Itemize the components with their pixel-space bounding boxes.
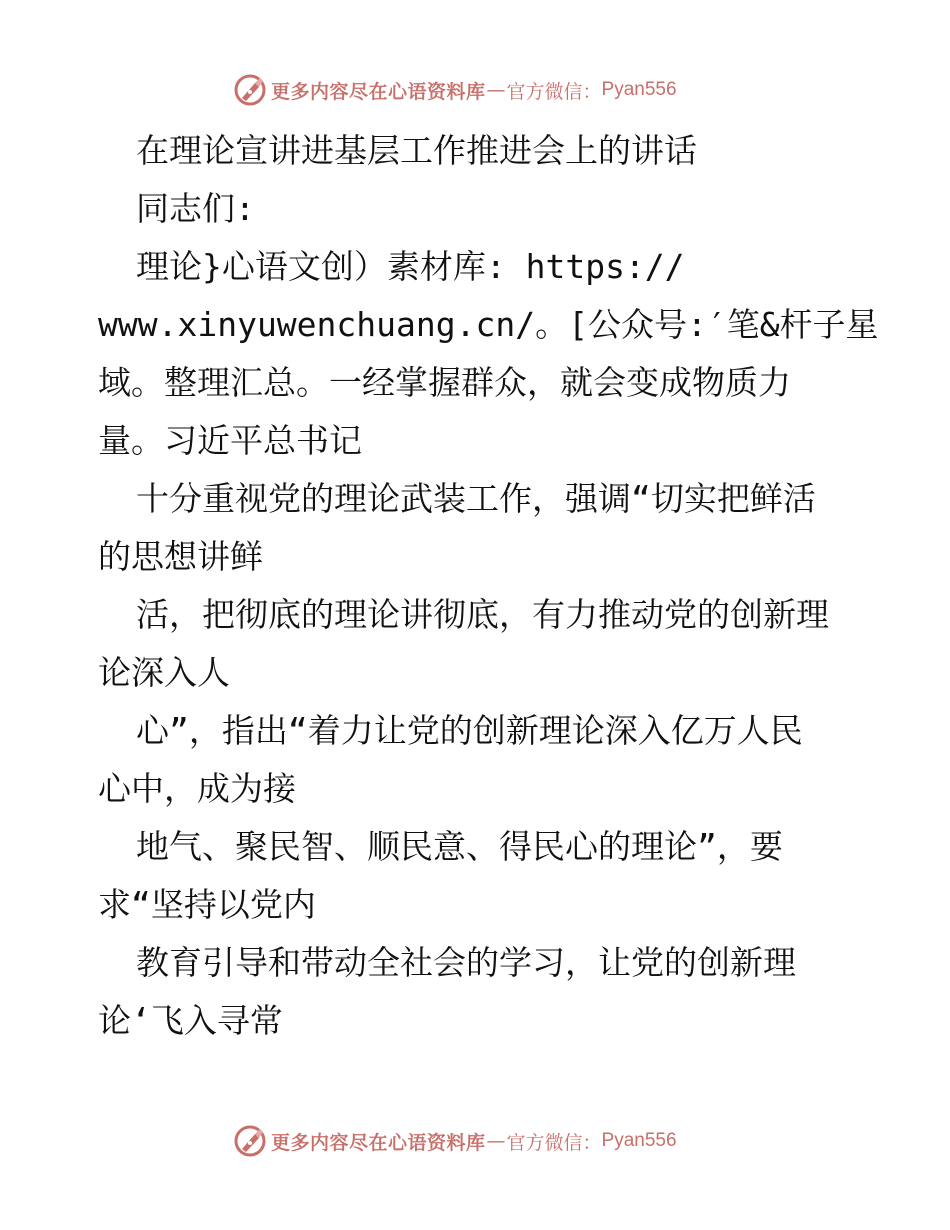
paragraph-line: 活，把彻底的理论讲彻底，有力推动党的创新理: [136, 595, 829, 634]
footer-separator: —: [486, 1130, 506, 1152]
paragraph-line: 十分重视党的理论武装工作，强调“切实把鲜活: [136, 479, 816, 518]
pen-nib-logo-icon: [233, 73, 267, 107]
footer-wechat-label: 官方微信：: [506, 1131, 602, 1154]
paragraph-line: 论深入人: [98, 653, 230, 692]
paragraph-line: 心”，指出“着力让党的创新理论深入亿万人民: [136, 711, 803, 750]
paragraph-line: 心中，成为接: [98, 769, 296, 808]
salutation: 同志们:: [136, 189, 255, 228]
paragraph-line: 论‘飞入寻常: [98, 1001, 283, 1040]
header-wechat-id: Pyan556: [601, 79, 677, 100]
paragraph-line: 教育引导和带动全社会的学习，让党的创新理: [136, 943, 796, 982]
footer-brand-text: 更多内容尽在心语资料库: [271, 1131, 486, 1154]
paragraph-line: 理论}心语文创）素材库: https://: [136, 247, 685, 286]
document-body: [98, 122, 879, 1050]
paragraph-line: 求“坚持以党内: [98, 885, 316, 924]
paragraph-line: 量。习近平总书记: [98, 421, 362, 460]
paragraph-line: 地气、聚民智、顺民意、得民心的理论”，要: [136, 827, 783, 866]
document-title: 在理论宣讲进基层工作推进会上的讲话: [136, 131, 697, 170]
paragraph-line: 域。整理汇总。一经掌握群众，就会变成物质力: [98, 363, 791, 402]
header-wechat-label: 官方微信：: [506, 80, 602, 103]
paragraph-line: www.xinyuwenchuang.cn/。[公众号:′笔&杆子星: [98, 305, 879, 344]
footer-wechat-id: Pyan556: [601, 1130, 677, 1151]
header-separator: —: [486, 79, 506, 101]
footer-banner: [233, 1123, 677, 1159]
header-banner: [233, 72, 677, 108]
paragraph-line: 的思想讲鲜: [98, 537, 263, 576]
pen-nib-logo-icon: [233, 1124, 267, 1158]
header-brand-text: 更多内容尽在心语资料库: [271, 80, 486, 103]
